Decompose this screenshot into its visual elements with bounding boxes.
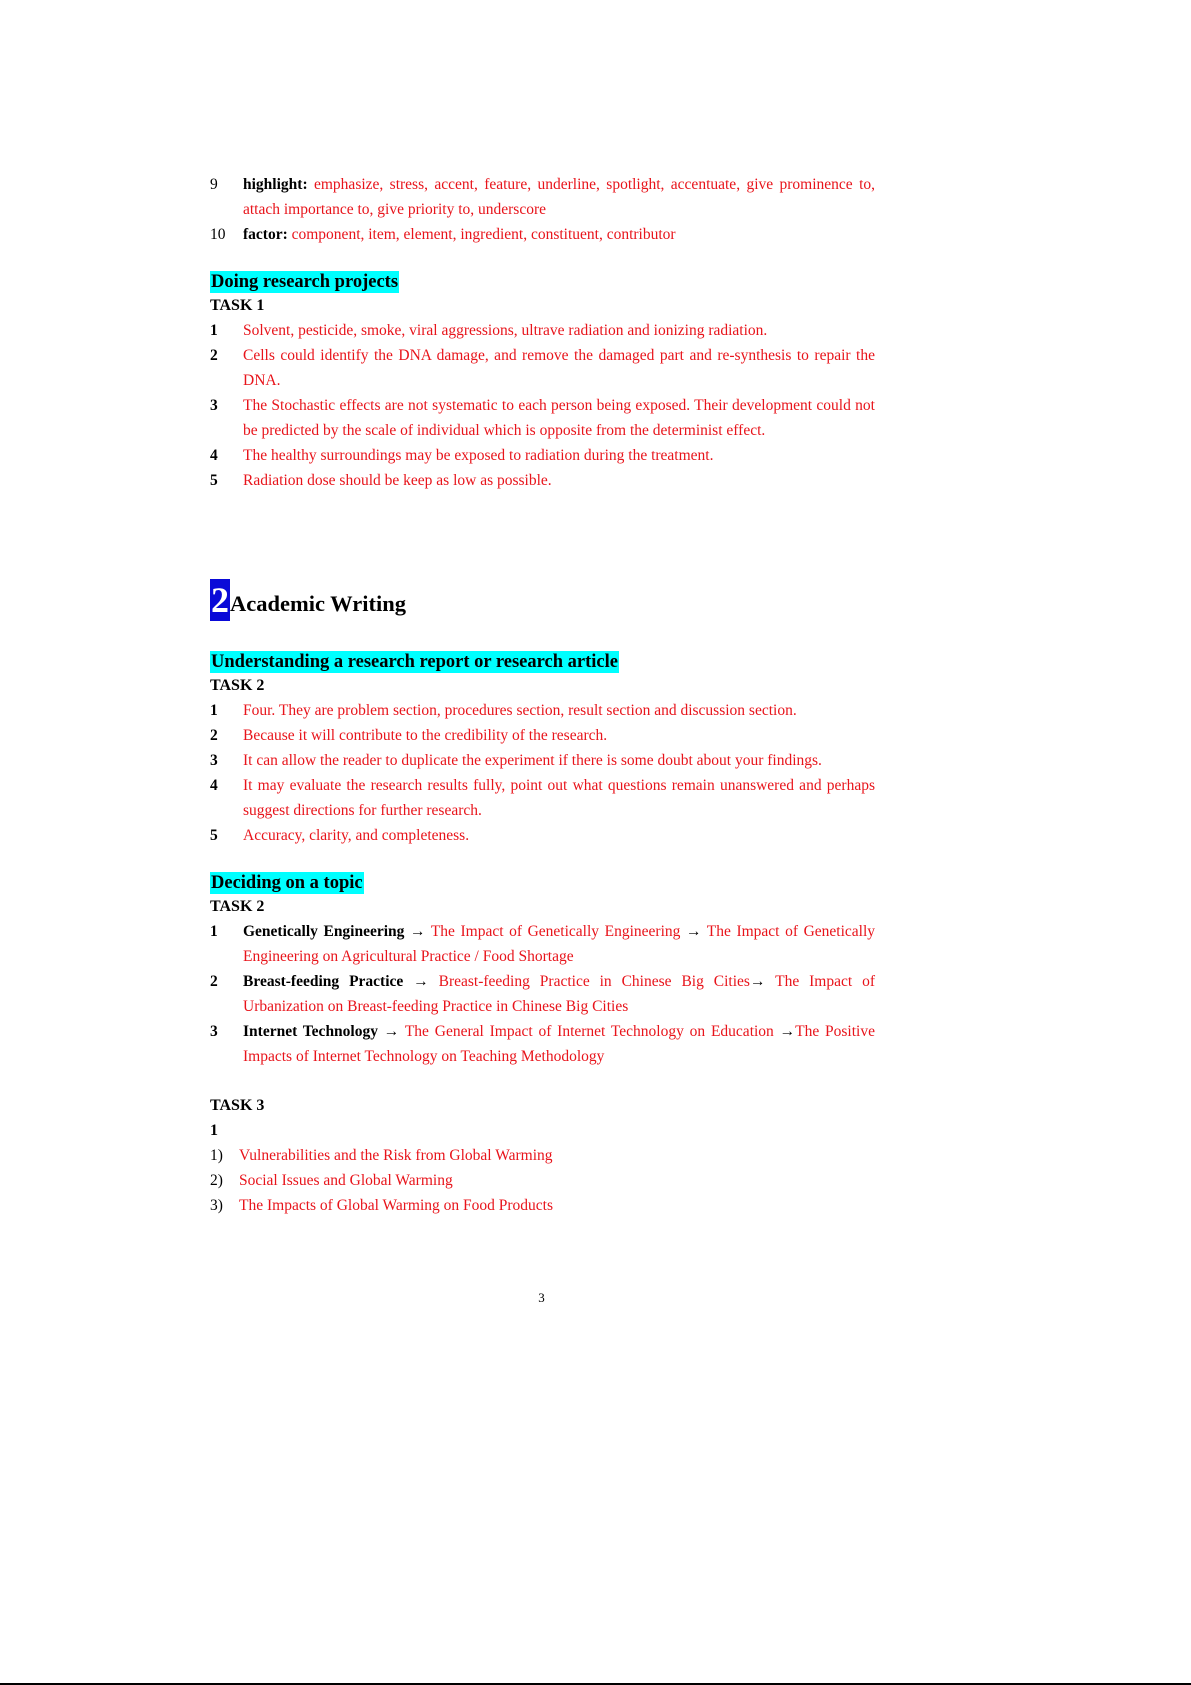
answer-item [210,393,875,443]
title-text: Social Issues and Global Warming [239,1172,453,1189]
answer-text: Cells could identify the DNA damage, and remove the damaged part and re-synthesis to repair the DNA. [243,347,875,389]
arrow-icon: → [404,923,431,940]
arrow-icon: → [773,1023,796,1040]
topic-general: Breast-feeding Practice [243,973,404,990]
item-number: 1) [210,1147,223,1164]
answer-item [210,443,875,468]
answer-text: It may evaluate the research results fully, point out what questions remain unanswered and perhaps suggest directions for further research. [243,777,875,819]
task-label: TASK 2 [210,898,265,915]
vocab-term: highlight: [243,176,308,193]
topic-final: The Impact of Urbanization on Breast-feeding Practice in Chinese Big Cities [243,973,875,1015]
sub-number: 1 [210,1122,218,1139]
chapter-title: Academic Writing [230,591,407,616]
page-number: 3 [538,1290,545,1305]
item-number: 2 [210,727,218,744]
title-text: Vulnerabilities and the Risk from Global Warming [239,1147,553,1164]
title-item [210,1143,875,1168]
topic-item [210,919,875,969]
title-item [210,1168,875,1193]
topic-narrower: Breast-feeding Practice in Chinese Big Cities [438,973,750,990]
answer-item [210,748,875,773]
answer-text: It can allow the reader to duplicate the experiment if there is some doubt about your findings. [243,752,822,769]
vocab-synonyms: emphasize, stress, accent, feature, underline, spotlight, accentuate, give prominence to, attach importance to, give priority to, underscore [243,176,875,218]
vocab-list [210,172,875,247]
arrow-icon: → [749,973,776,990]
answer-text: The Stochastic effects are not systematic to each person being exposed. Their development could not be predicted by the scale of individual which is opposite from the determinist effect. [243,397,875,439]
topic-final: The Positive Impacts of Internet Technology on Teaching Methodology [243,1023,875,1065]
topic-text [243,1019,875,1069]
item-text [243,222,875,247]
answer-item [210,723,875,748]
vocab-synonyms: component, item, element, ingredient, constituent, contributor [291,226,676,243]
item-number: 2 [210,347,218,364]
answer-text: Four. They are problem section, procedures section, result section and discussion section. [243,702,797,719]
item-number: 2) [210,1172,223,1189]
answer-item [210,468,875,493]
answer-item [210,823,875,848]
item-number: 5 [210,827,218,844]
item-number: 3 [210,752,218,769]
item-number: 5 [210,472,218,489]
item-number: 4 [210,777,218,794]
vocab-item [210,222,875,247]
topic-text [243,969,875,1019]
answer-text: The healthy surroundings may be exposed to radiation during the treatment. [243,447,714,464]
section-doing-research [210,271,875,493]
task-label: TASK 2 [210,677,265,694]
item-number: 2 [210,973,218,990]
chapter-number: 2 [211,580,229,620]
vocab-item [210,172,875,222]
section-understanding-report [210,651,875,848]
topic-text [243,919,875,969]
chapter-heading [210,579,875,621]
arrow-icon: → [680,923,707,940]
answer-item [210,318,875,343]
item-number: 10 [210,226,226,243]
task-label: TASK 3 [210,1097,265,1114]
item-number: 1 [210,322,218,339]
arrow-icon: → [378,1023,405,1040]
arrow-icon: → [403,973,439,990]
answer-item [210,343,875,393]
section-task3 [210,1093,875,1218]
item-number: 9 [210,176,218,193]
topic-narrower: The General Impact of Internet Technology on Education [404,1023,774,1040]
item-number: 1 [210,702,218,719]
answer-text: Accuracy, clarity, and completeness. [243,827,470,844]
answer-text: Solvent, pesticide, smoke, viral aggressions, ultrave radiation and ionizing radiation. [243,322,768,339]
answer-text: Because it will contribute to the credibility of the research. [243,727,608,744]
item-number: 3) [210,1197,223,1214]
topic-narrower: The Impact of Genetically Engineering [430,923,681,940]
section-heading: Understanding a research report or research article [211,652,618,672]
section-deciding-topic [210,872,875,1069]
topic-item [210,969,875,1019]
item-text [243,172,875,222]
title-item [210,1193,875,1218]
title-text: The Impacts of Global Warming on Food Products [239,1197,554,1214]
topic-item [210,1019,875,1069]
vocab-term: factor: [243,226,288,243]
item-number: 3 [210,397,218,414]
topic-general: Internet Technology [243,1023,378,1040]
item-number: 4 [210,447,218,464]
item-number: 1 [210,923,218,940]
section-heading: Deciding on a topic [211,873,363,893]
answer-item [210,698,875,723]
item-number: 3 [210,1023,218,1040]
page-content [210,172,875,1218]
answer-item [210,773,875,823]
task-label: TASK 1 [210,297,265,314]
topic-general: Genetically Engineering [243,923,405,940]
answer-text: Radiation dose should be keep as low as possible. [243,472,552,489]
topic-final: The Impact of Genetically Engineering on Agricultural Practice / Food Shortage [243,923,876,965]
section-heading: Doing research projects [211,272,399,292]
